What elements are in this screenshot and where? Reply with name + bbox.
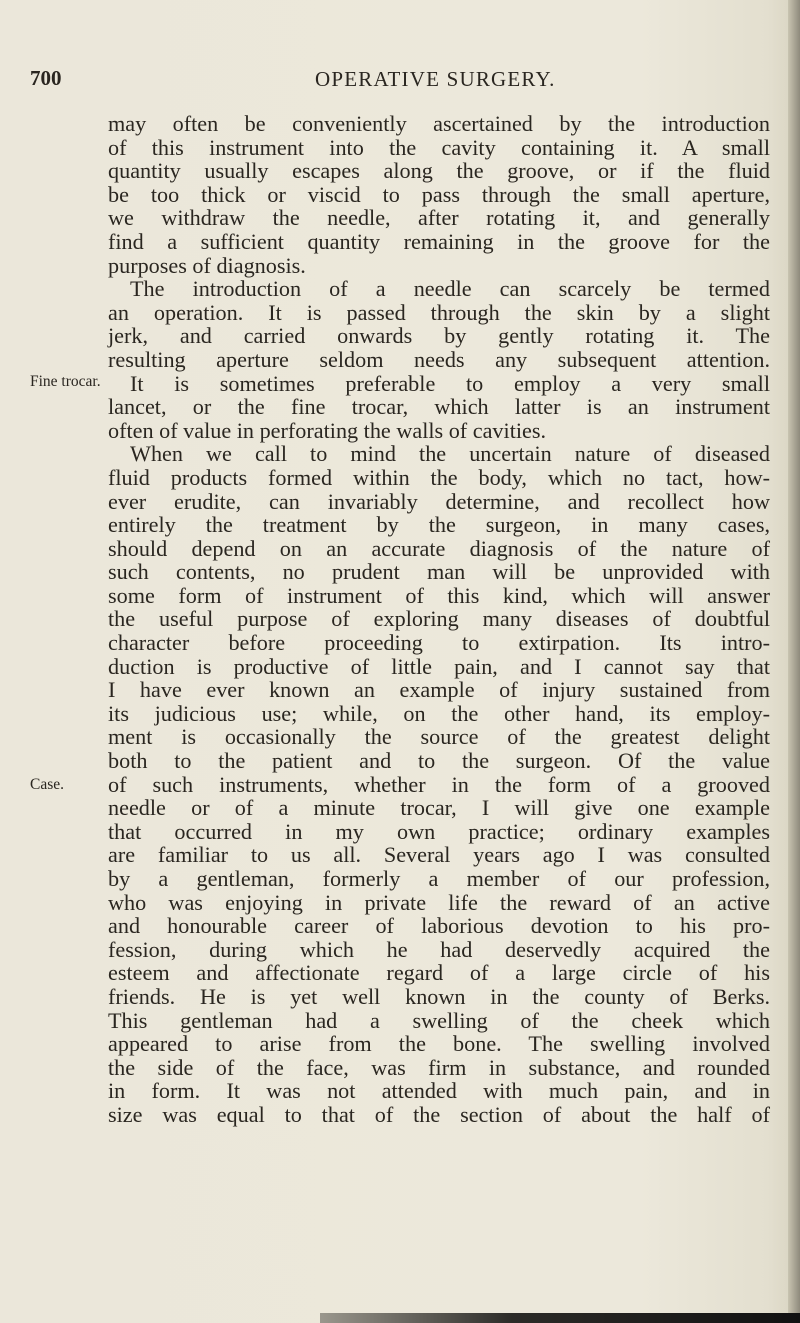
text-line: duction is productive of little pain, and I cannot say that: [108, 653, 770, 679]
text-line: both to the patient and to the surgeon. Of the value: [108, 748, 770, 774]
text-line: of this instrument into the cavity containing it. A small: [108, 134, 770, 160]
text-line: some form of instrument of this kind, which will answer: [108, 582, 770, 608]
text-line: that occurred in my own practice; ordinary examples: [108, 818, 770, 844]
text-line: the side of the face, was firm in substance, and rounded: [108, 1054, 770, 1080]
text-line: I have ever known an example of injury sustained from: [108, 677, 770, 703]
text-line: size was equal to that of the section of about the half of: [108, 1101, 770, 1127]
text-line: may often be conveniently ascertained by the introduction: [108, 111, 770, 136]
scan-bottom-edge: [320, 1313, 800, 1323]
text-line: of such instruments, whether in the form of a grooved: [108, 771, 770, 797]
text-line: quantity usually escapes along the groove, or if the fluid: [108, 158, 770, 184]
text-line: we withdraw the needle, after rotating it, and generally: [108, 205, 770, 231]
text-line: esteem and affectionate regard of a large circle of his: [108, 960, 770, 986]
text-line: friends. He is yet well known in the county of Berks.: [108, 983, 770, 1009]
page-edge-shadow: [788, 0, 800, 1323]
body-text: [108, 112, 770, 1127]
running-title: OPERATIVE SURGERY.: [315, 67, 556, 91]
text-line: and honourable career of laborious devotion to his pro-: [108, 913, 770, 939]
text-line: purposes of diagnosis.: [108, 252, 306, 278]
text-line: by a gentleman, formerly a member of our profession,: [108, 866, 770, 891]
page-number: 700: [30, 66, 62, 90]
text-line: lancet, or the fine trocar, which latter is an instrument: [108, 394, 770, 420]
text-line: often of value in perforating the walls of cavities.: [108, 417, 547, 443]
text-line: an operation. It is passed through the skin by a slight: [108, 299, 770, 325]
text-line: its judicious use; while, on the other hand, its employ-: [108, 700, 770, 726]
text-line: ment is occasionally the source of the greatest delight: [108, 724, 770, 750]
text-line: This gentleman had a swelling of the cheek which: [108, 1007, 770, 1033]
text-line: are familiar to us all. Several years ago I was consulted: [108, 842, 770, 868]
text-line: appeared to arise from the bone. The swelling involved: [108, 1031, 770, 1057]
text-line: character before proceeding to extirpation. Its intro-: [108, 630, 770, 656]
text-line: When we call to mind the uncertain nature of diseased: [130, 441, 770, 467]
text-line: fluid products formed within the body, which no tact, how-: [108, 464, 770, 490]
text-line: It is sometimes preferable to employ a very small: [130, 370, 770, 396]
text-line: such contents, no prudent man will be unprovided with: [108, 559, 770, 585]
text-line: in form. It was not attended with much pain, and in: [108, 1078, 770, 1104]
text-line: needle or of a minute trocar, I will give one example: [108, 795, 770, 821]
text-line: fession, during which he had deservedly acquired the: [108, 936, 770, 962]
text-line: should depend on an accurate diagnosis of the nature of: [108, 535, 770, 561]
text-line: find a sufficient quantity remaining in the groove for the: [108, 228, 770, 254]
margin-note-fine-trocar: Fine trocar.: [30, 373, 101, 390]
text-line: ever erudite, can invariably determine, and recollect how: [108, 488, 770, 514]
text-line: the useful purpose of exploring many diseases of doubtful: [108, 606, 770, 632]
page-header: [30, 66, 770, 96]
margin-note-case: Case.: [30, 776, 65, 793]
text-line: jerk, and carried onwards by gently rotating it. The: [108, 323, 770, 349]
text-line: be too thick or viscid to pass through the small aperture,: [108, 181, 770, 207]
text-line: entirely the treatment by the surgeon, in many cases,: [108, 512, 770, 538]
text-line: who was enjoying in private life the reward of an active: [108, 889, 770, 915]
text-line: The introduction of a needle can scarcely be termed: [130, 276, 770, 302]
text-line: resulting aperture seldom needs any subsequent attention.: [108, 346, 770, 372]
